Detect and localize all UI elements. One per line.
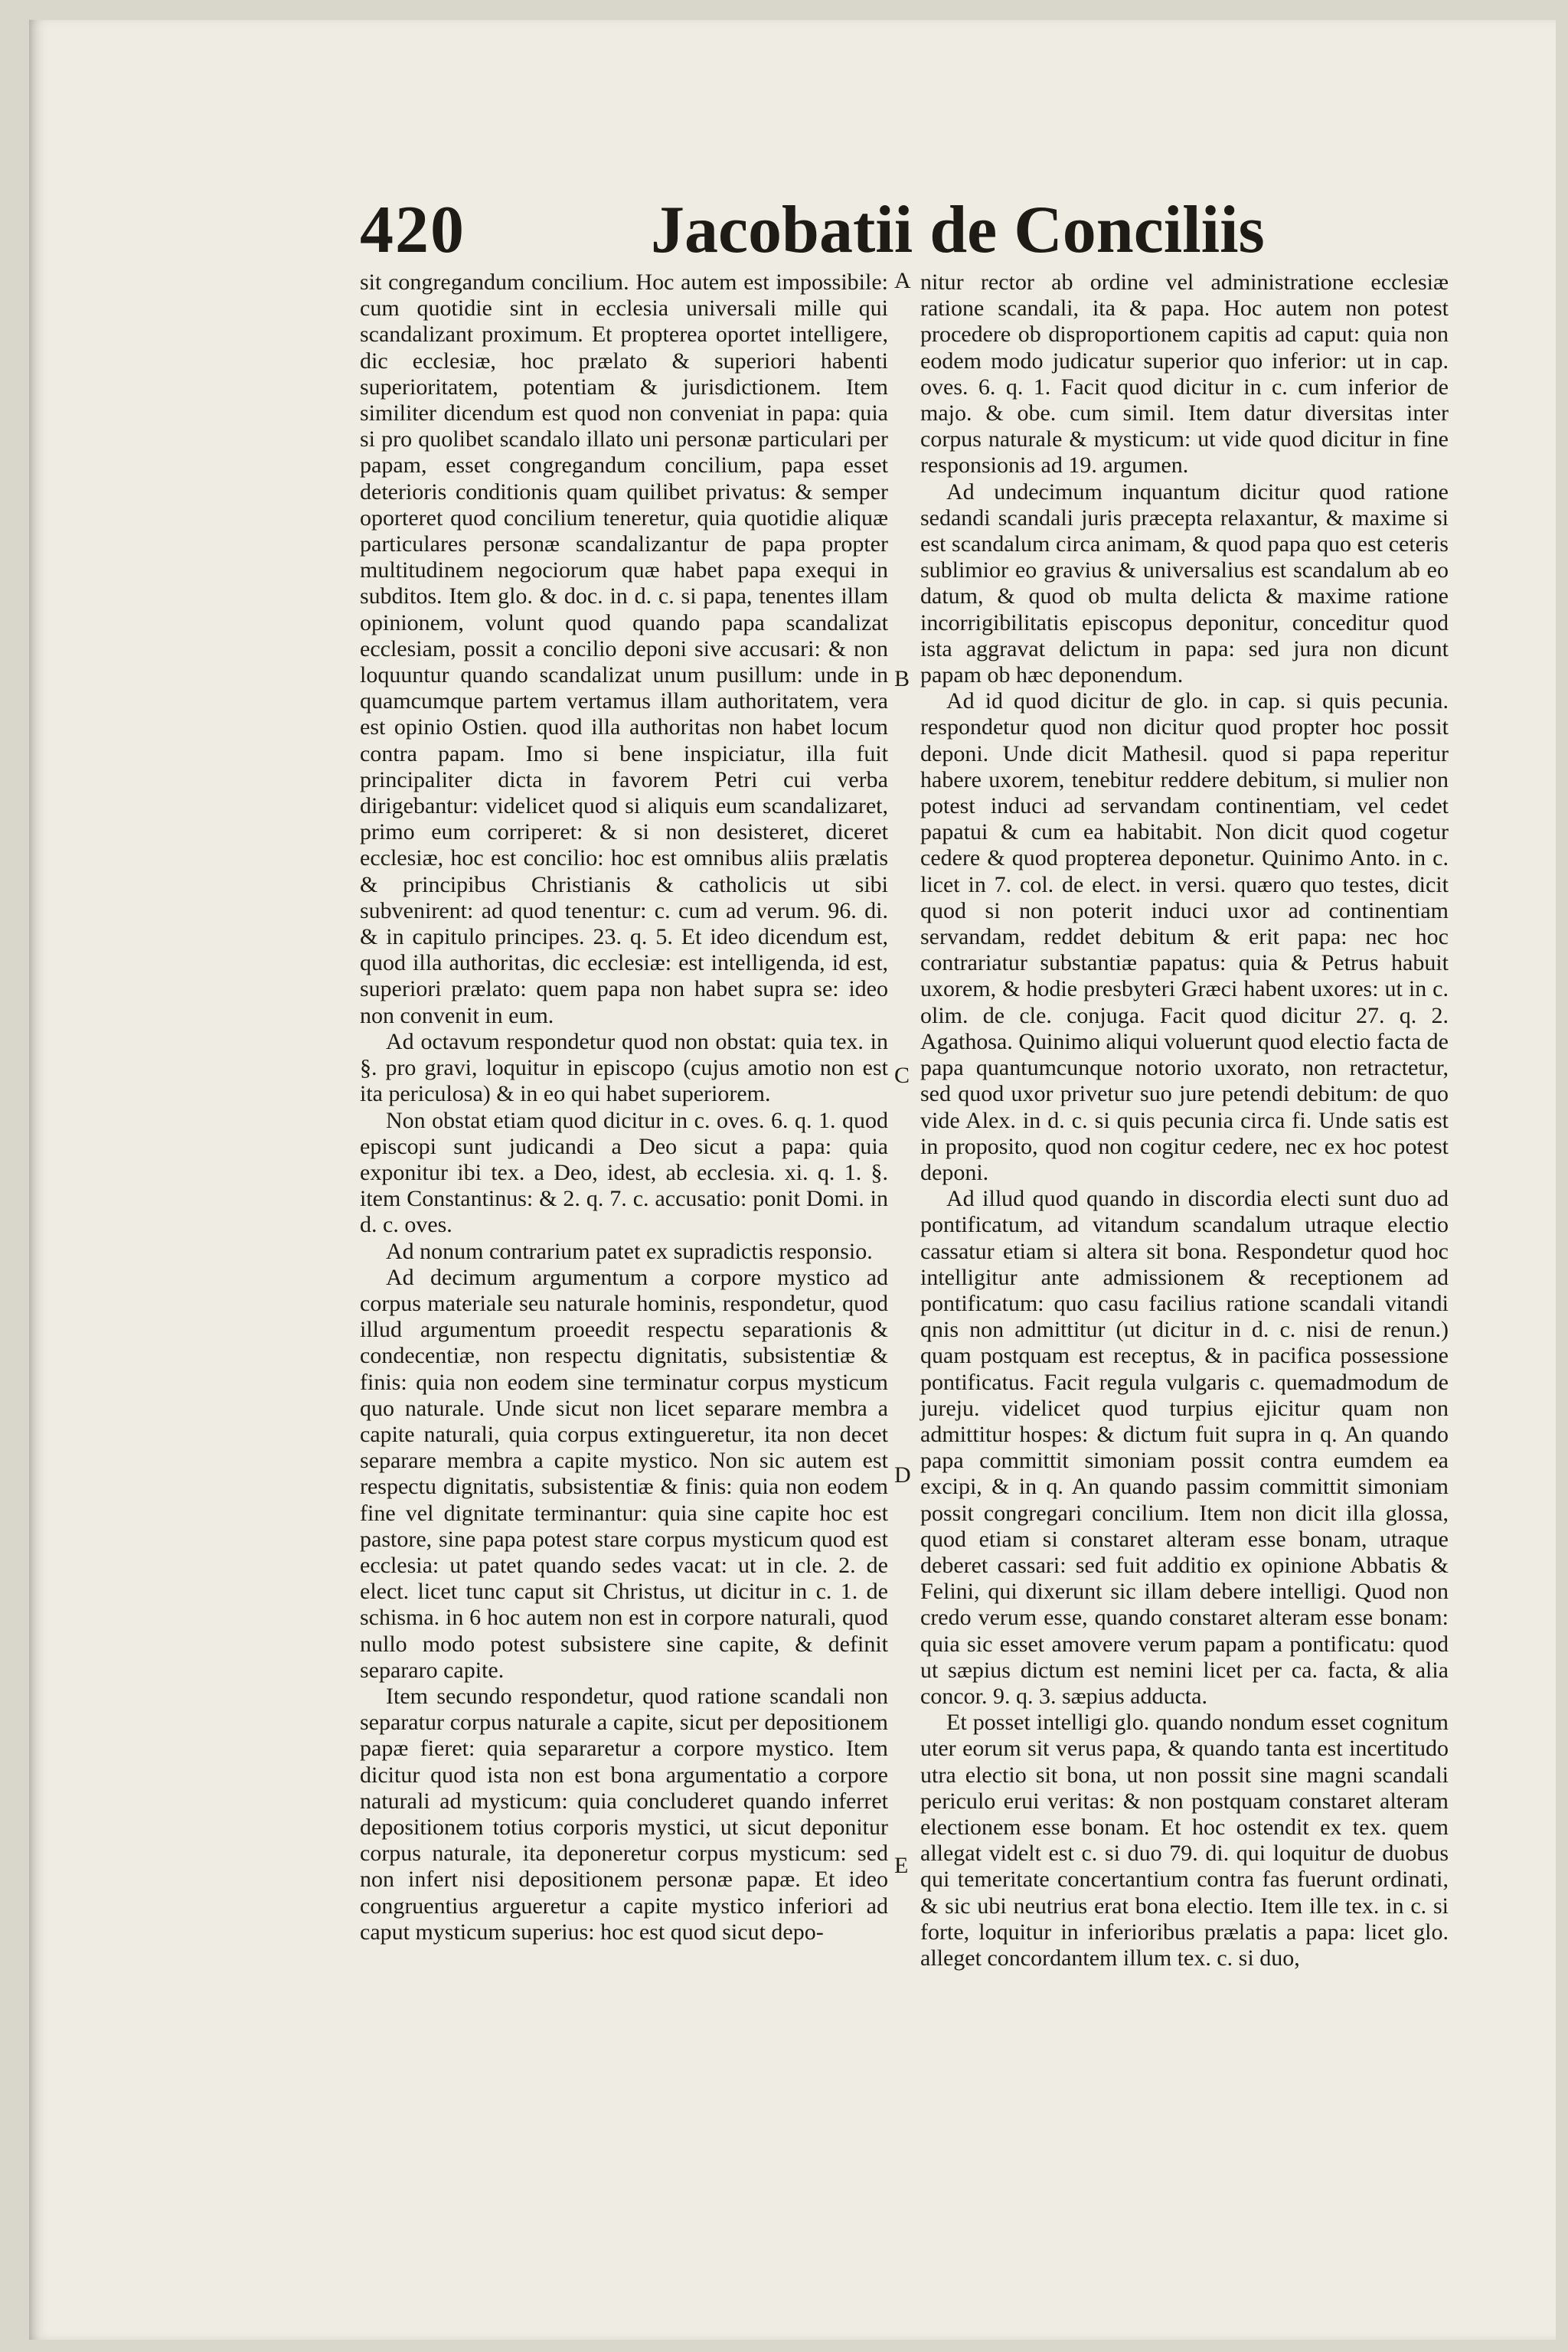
running-head: Jacobatii de Conciliis xyxy=(651,193,1265,267)
margin-letter-a: A xyxy=(894,268,911,293)
paragraph: Non obstat etiam quod dicitur in c. oves. 6. q. 1. quod episcopi sunt judicandi a Deo sicut a papa: quia exponitur ibi tex. a Deo, idest, ab ecclesia. xi. q. 1. §. item Constantinus: & 2. q. 7. c. accusatio: ponit Domi. in d. c. oves. xyxy=(360,1107,888,1238)
paragraph: Ad illud quod quando in discordia electi sunt duo ad pontificatum, ad vitandum scandalum utraque electio cassatur etiam si altera sit bona. Respondetur quod hoc intelligitur ante admissionem & receptionem ad pontificatum: quo casu facilius ratione scandali vitandi qnis non admittitur (ut dicitur in d. c. nisi de renun.) quam postquam est receptus, & in pacifica possessione pontificatus. Facit regula vulgaris c. quemadmodum de jureju. videlicet quod turpius ejicitur quam non admittitur hospes: & dictum fuit supra in q. An quando papa committit simoniam possit contra eumdem ea excipi, & in q. An quando passim committit simoniam possit congregari concilium. Item non dicit illa glossa, quod etiam si constaret alteram esse bonam, utraque deberet cassari: sed fuit additio ex opinione Abbatis & Felini, qui dixerunt sic illam debere intelligi. Quod non credo verum esse, quando constaret alteram esse bonam: quia sic esset amovere verum papam a pontificatu: quod ut sæpius dictum est nemini licet per ca. facta, & alia concor. 9. q. 3. sæpius adducta. xyxy=(920,1186,1449,1709)
margin-letter-b: B xyxy=(894,666,910,691)
paragraph: sit congregandum concilium. Hoc autem est impossibile: cum quotidie sint in ecclesia universali mille qui scandalizant proximum. Et propterea oportet intelligere, dic ecclesiæ, hoc prælato & superiori habenti superioritatem, potentiam & jurisdictionem. Item similiter dicendum est quod non conveniat in papa: quia si pro quolibet scandalo illato uni personæ particulari per papam, esset congregandum concilium, papa esset deterioris conditionis quam quilibet privatus: & semper oporteret quod concilium teneretur, quia quotidie aliquæ particulares personæ scandalizantur de papa propter multitudinem negociorum quæ habet papa exequi in subditos. Item glo. & doc. in d. c. si papa, tenentes illam opinionem, volunt quod quando papa scandalizat ecclesiam, possit a concilio deponi sive accusari: & non loquuntur quando scandalizat unum pusillum: unde in quamcumque partem vertamus illam authoritatem, vera est opinio Ostien. quod illa authoritas non habet locum contra papam. Imo si bene inspiciatur, illa fuit principaliter dicta in favorem Petri cui verba dirigebantur: videlicet quod si aliquis eum scandalizaret, primo eum corriperet: & si non desisteret, diceret ecclesiæ, hoc est concilio: hoc est omnibus aliis prælatis & principibus Christianis & catholicis ut sibi subvenirent: ad quod tenentur: c. cum ad verum. 96. di. & in capitulo principes. 23. q. 5. Et ideo dicendum est, quod illa authoritas, dic ecclesiæ: est intelligenda, id est, superiori prælato: quem papa non habet supra se: ideo non convenit in eum. xyxy=(360,270,888,1028)
paragraph: Ad nonum contrarium patet ex supradictis responsio. xyxy=(386,1238,873,1264)
paragraph: Ad id quod dicitur de glo. in cap. si quis pecunia. respondetur quod non dicitur quod propter hoc possit deponi. Unde dicit Mathesil. quod si papa reperitur habere uxorem, tenebitur reddere debitum, si mulier non potest induci ad servandam continentiam, vel cedet papatui & cum ea habitabit. Non dicit quod cogetur cedere & quod propterea deponetur. Quinimo Anto. in c. licet in 7. col. de elect. in versi. quæro quo testes, dicit quod si non poterit induci uxor ad continentiam servandam, reddet debitum & erit papa: nec hoc contrariatur substantiæ papatus: quia & Petrus habuit uxorem, & hodie presbyteri Græci habent uxores: ut in c. olim. de cle. conjuga. Facit quod dicitur 27. q. 2. Agathosa. Quinimo aliqui voluerunt quod electio facta de papa quantumcunque notorio uxorato, non retractetur, sed quod uxor privetur suo jure petendi debitum: de quo vide Alex. in d. c. si quis pecunia circa fi. Unde satis est in proposito, quod non cogitur cedere, nec ex hoc potest deponi. xyxy=(920,688,1449,1185)
paragraph: Ad decimum argumentum a corpore mystico ad corpus materiale seu naturale hominis, respondetur, quod illud argumentum proeedit respectu separationis & condecentiæ, non respectu dignitatis, subsistentiæ & finis: quia non eodem sine terminatur corpus mysticum quo naturale. Unde sicut non licet separare membra a capite naturali, quia corpus extingueretur, ita non decet separare membra a capite mystico. Non sic autem est respectu dignitatis, subsistentiæ & finis: quia non eodem fine vel dignitate terminantur: quia sine capite hoc est pastore, sine papa potest stare corpus mysticum quod est ecclesia: ut patet quando sedes vacat: ut in cle. 2. de elect. licet tunc caput sit Christus, ut dicitur in c. 1. de schisma. in 6 hoc autem non est in corpore naturali, quod nullo modo potest subsistere sine capite, & definit separaro capite. xyxy=(360,1264,888,1683)
paragraph: Item secundo respondetur, quod ratione scandali non separatur corpus naturale a capite, sicut per depositionem papæ fieret: quia separaretur a corpore mystico. Item dicitur quod ista non est bona argumentatio a corpore naturali ad mysticum: quia concluderet quando inferret depositionem totius corporis mystici, ut sicut deponitur corpus naturale, ita deponeretur corpus mysticum: sed non infert nisi depositionem personæ papæ. Et ideo congruentius argueretur a capite mystico inferiori ad caput mysticum superius: hoc est quod sicut depo- xyxy=(360,1683,888,1945)
page-number: 420 xyxy=(360,193,466,267)
paragraph: nitur rector ab ordine vel administratione ecclesiæ ratione scandali, ita & papa. Hoc autem non potest procedere ob disproportionem capitis ad caput: quia non eodem modo judicatur superior quo inferior: ut in cap. oves. 6. q. 1. Facit quod dicitur in c. cum inferior de majo. & obe. cum simil. Item datur diversitas inter corpus naturale & mysticum: ut vide quod dicitur in fine responsionis ad 19. argumen. xyxy=(920,270,1449,479)
paragraph: Ad octavum respondetur quod non obstat: quia tex. in §. pro gravi, loquitur in episcopo (cujus amotio non est ita periculosa) & in eo qui habet superiorem. xyxy=(360,1028,888,1107)
margin-letter-c: C xyxy=(894,1063,910,1088)
margin-letter-d: D xyxy=(894,1462,911,1488)
margin-letter-e: E xyxy=(894,1853,909,1878)
margin-section-letters xyxy=(894,0,917,2352)
right-column xyxy=(920,270,1449,1971)
left-column xyxy=(360,270,888,1945)
paragraph: Et posset intelligi glo. quando nondum esset cognitum uter eorum sit verus papa, & quando tanta est incertitudo utra electio sit bona, ut non possit sine magni scandali periculo erui veritas: & non postquam constaret alteram electionem esse bonam. Et hoc ostendit ex tex. quem allegat videlt est c. si duo 79. di. qui loquitur de duobus qui temeritate concertantium contra fas fuerunt ordinati, & sic ubi neutrius erat bona electio. Item ille tex. in c. si forte, loquitur in inferioribus prælatis a papa: licet glo. alleget concordantem illum tex. c. si duo, xyxy=(920,1710,1449,1971)
paragraph: Ad undecimum inquantum dicitur quod ratione sedandi scandali juris præcepta relaxantur, & maxime si est scandalum circa animam, & quod papa quo est ceteris sublimior eo gravius & universalius est scandalum ab eo datum, & quod ob multa delicta & maxime ratione incorrigibilitatis episcopus deponitur, conceditur quod ista aggravat delictum in papa: sed jura non dicunt papam ob hæc deponendum. xyxy=(920,479,1449,688)
